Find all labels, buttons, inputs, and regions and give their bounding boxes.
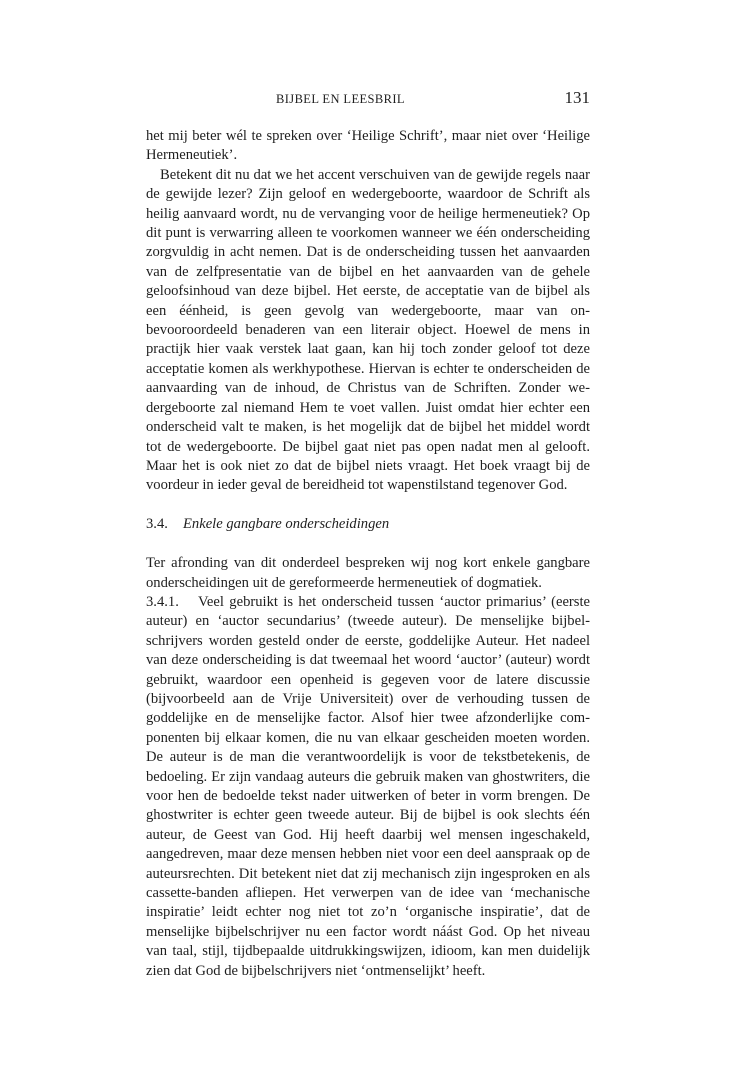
- paragraph-accent: Betekent dit nu dat we het accent verschuiven van de gewijde regels naar de gewijde lezer? Zijn geloof en wedergeboorte, waardoor de Schrift als heilig aanvaard wordt, nu de vervanging voor de heilige hermeneutiek? Op dit punt is verwarring alleen te voorkomen wanneer we één onderscheiding zorgvuldig in acht nemen. Dat is de onderscheiding tussen het aanvaarden van de zelfpresentatie van de bijbel en het aanvaarden van de gehele geloofsinhoud van deze bijbel. Het eerste, de acceptatie van de bijbel als een éénheid, is geen gevolg van wedergeboorte, maar van onbevooroordeeld benaderen van een literair object. Hoewel de mens in practijk hier vaak verstek laat gaan, kan hij toch zonder geloof tot deze acceptatie komen als werkhypothese. Hiervan is echter te onderscheiden de aanvaarding van de inhoud, de Christus van de Schriften. Zonder wedergeboorte zal niemand Hem te voet vallen. Juist omdat hier echter een onderscheid valt te maken, is het mogelijk dat de bijbel het middel wordt tot de wedergeboorte. De bijbel gaat niet pas open nadat men al gelooft. Maar het is ook niet zo dat de bijbel niets vraagt. Het boek vraagt bij de voordeur in ieder geval de bereidheid tot wapenstilstand tegenover God.: [146, 166, 590, 494]
- paragraph-auctor: [146, 593, 590, 981]
- page-number: 131: [564, 88, 590, 107]
- body-text: [146, 127, 590, 981]
- subsection-number: 3.4.1.: [146, 593, 179, 610]
- page-header: [146, 88, 590, 112]
- section-title: Enkele gangbare onderscheidingen: [183, 515, 390, 532]
- section-heading: [146, 515, 590, 534]
- section-number: 3.4.: [146, 515, 168, 532]
- paragraph-continuation: het mij beter wél te spreken over ‘Heilige Schrift’, maar niet over ‘Heilige Hermeneutiek’.: [146, 128, 590, 164]
- paragraph-intro: Ter afronding van dit onderdeel bespreken wij nog kort enkele gangbare onderscheidingen uit de gereformeerde hermeneutiek of dogmatiek.: [146, 555, 590, 591]
- paragraph-auctor-text: Veel gebruikt is het onderscheid tussen ‘auctor primarius’ (eerste auteur) en ‘auctor secundarius’ (tweede auteur). De menselijke bijbelschrijvers worden gesteld onder de eerste, goddelijke Auteur. Het nadeel van deze onderscheiding is dat tweemaal het woord ‘auctor’ (auteur) wordt gebruikt, waardoor een openheid is gegeven voor de latere discussie (bijvoorbeeld aan de Vrije Universiteit) over de verhouding tussen de goddelijke en de menselijke factor. Alsof hier twee afzonderlijke componenten bij elkaar komen, die nu van elkaar gescheiden moeten worden. De auteur is de man die verantwoordelijk is voor de tekstbetekenis, de bedoeling. Er zijn vandaag auteurs die gebruik maken van ghostwriters, die voor hen de bedoelde tekst nader uitwerken of beter in vorm brengen. De ghostwriter is echter geen tweede auteur. Bij de bijbel is ook slechts één auteur, de Geest van God. Hij heeft daarbij wel mensen ingeschakeld, aangedreven, maar deze mensen hebben niet voor een deel aanspraak op de auteursrechten. Dit betekent niet dat zij mechanisch zijn ingesproken en als cassette-banden afliepen. Het verwerpen van de idee van ‘mechanische inspiratie’ leidt echter nog niet tot zo’n ‘organische inspiratie’, dat de menselijke bijbelschrijver nu een factor wordt náást God. Op het niveau van taal, stijl, tijdbepaalde uitdrukkingswijzen, idioom, kan men duidelijk zien dat God de bijbelschrijvers niet ‘ontmenselijkt’ heeft.: [146, 593, 590, 979]
- running-title: BIJBEL EN LEESBRIL: [276, 92, 405, 106]
